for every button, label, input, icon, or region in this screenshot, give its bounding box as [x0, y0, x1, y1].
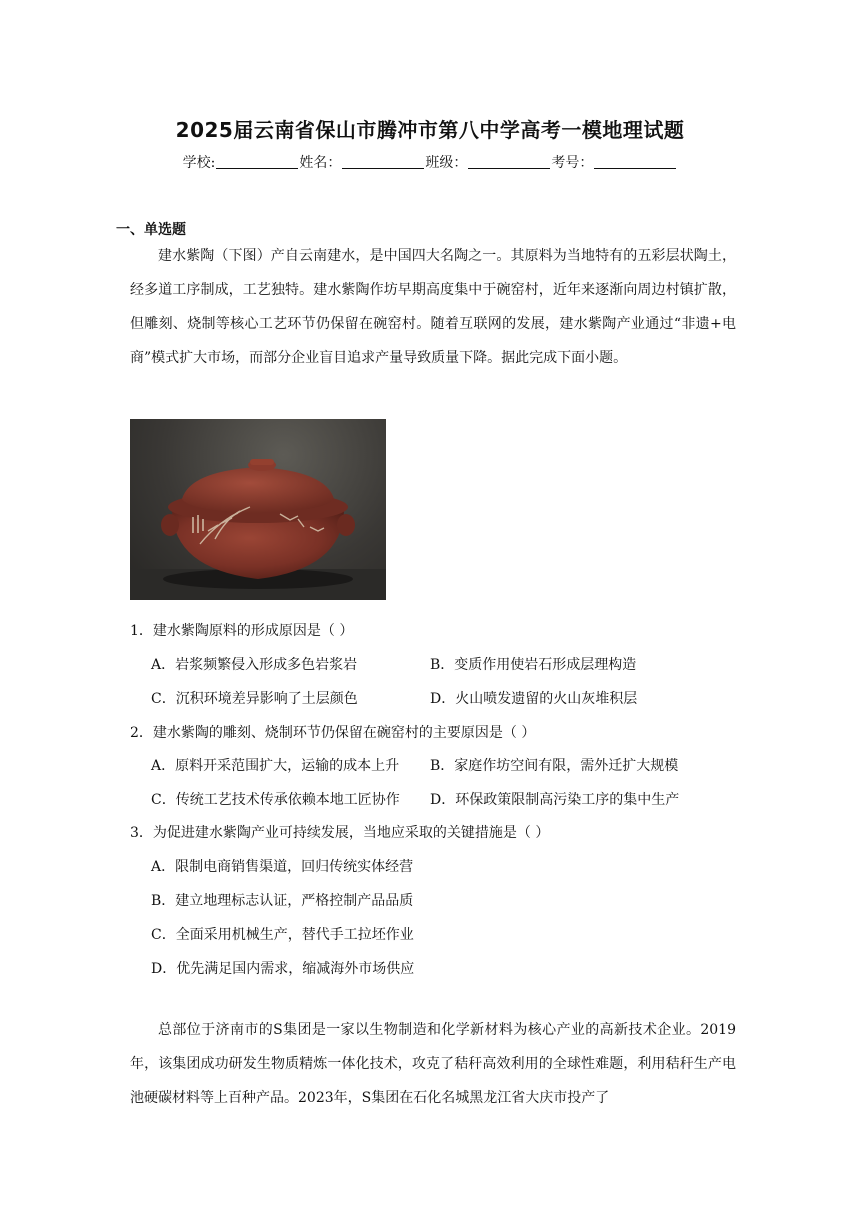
- school-blank[interactable]: [216, 154, 298, 169]
- pot-illustration: [130, 419, 386, 600]
- name-blank[interactable]: [342, 154, 424, 169]
- question-1-stem: 1．建水紫陶原料的形成原因是（ ）: [130, 623, 354, 639]
- section-title: 一、单选题: [116, 222, 186, 238]
- school-label: 学校:: [182, 155, 216, 171]
- question-3-stem: 3．为促进建水紫陶产业可持续发展，当地应采取的关键措施是（ ）: [130, 825, 550, 841]
- question-2-option-c[interactable]: C．传统工艺技术传承依赖本地工匠协作: [151, 792, 400, 808]
- question-1-option-a[interactable]: A．岩浆频繁侵入形成多色岩浆岩: [151, 657, 358, 673]
- passage-2: 总部位于济南市的S集团是一家以生物制造和化学新材料为核心产业的高新技术企业。2019年，该集团成功研发生物质精炼一体化技术，攻克了秸秆高效利用的全球性难题，利用秸秆生产电池硬碳材料等上百种产品。2023年，S集团在石化名城黑龙江省大庆市投产了: [130, 1022, 736, 1106]
- question-3-option-d[interactable]: D．优先满足国内需求，缩减海外市场供应: [151, 961, 415, 977]
- class-blank[interactable]: [468, 154, 550, 169]
- question-1-option-b[interactable]: B．变质作用使岩石形成层理构造: [430, 657, 637, 673]
- question-1-option-c[interactable]: C．沉积环境差异影响了土层颜色: [151, 691, 358, 707]
- name-label: 姓名：: [299, 155, 342, 171]
- exam-number-label: 考号：: [551, 155, 594, 171]
- question-2-option-d[interactable]: D．环保政策限制高污染工序的集中生产: [430, 792, 680, 808]
- passage-1: 建水紫陶（下图）产自云南建水，是中国四大名陶之一。其原料为当地特有的五彩层状陶土，经多道工序制成，工艺独特。建水紫陶作坊早期高度集中于碗窑村，近年来逐渐向周边村镇扩散，但雕刻、烧制等核心工艺环节仍保留在碗窑村。随着互联网的发展，建水紫陶产业通过“非遗+电商”模式扩大市场，而部分企业盲目追求产量导致质量下降。据此完成下面小题。: [130, 248, 736, 366]
- question-3-option-a[interactable]: A．限制电商销售渠道，回归传统实体经营: [151, 859, 414, 875]
- question-3-option-c[interactable]: C．全面采用机械生产，替代手工拉坯作业: [151, 927, 414, 943]
- student-info-line: [0, 152, 860, 172]
- question-3-option-b[interactable]: B．建立地理标志认证，严格控制产品品质: [151, 893, 414, 909]
- exam-number-blank[interactable]: [594, 154, 676, 169]
- question-2-stem: 2．建水紫陶的雕刻、烧制环节仍保留在碗窑村的主要原因是（ ）: [130, 725, 536, 741]
- zitao-pot-photo: [130, 419, 386, 600]
- question-2-option-a[interactable]: A．原料开采范围扩大，运输的成本上升: [151, 758, 400, 774]
- exam-title: 2025届云南省保山市腾冲市第八中学高考一模地理试题: [175, 118, 685, 142]
- question-2-option-b[interactable]: B．家庭作坊空间有限，需外迁扩大规模: [430, 758, 679, 774]
- class-label: 班级：: [425, 155, 468, 171]
- question-1-option-d[interactable]: D．火山喷发遗留的火山灰堆积层: [430, 691, 638, 707]
